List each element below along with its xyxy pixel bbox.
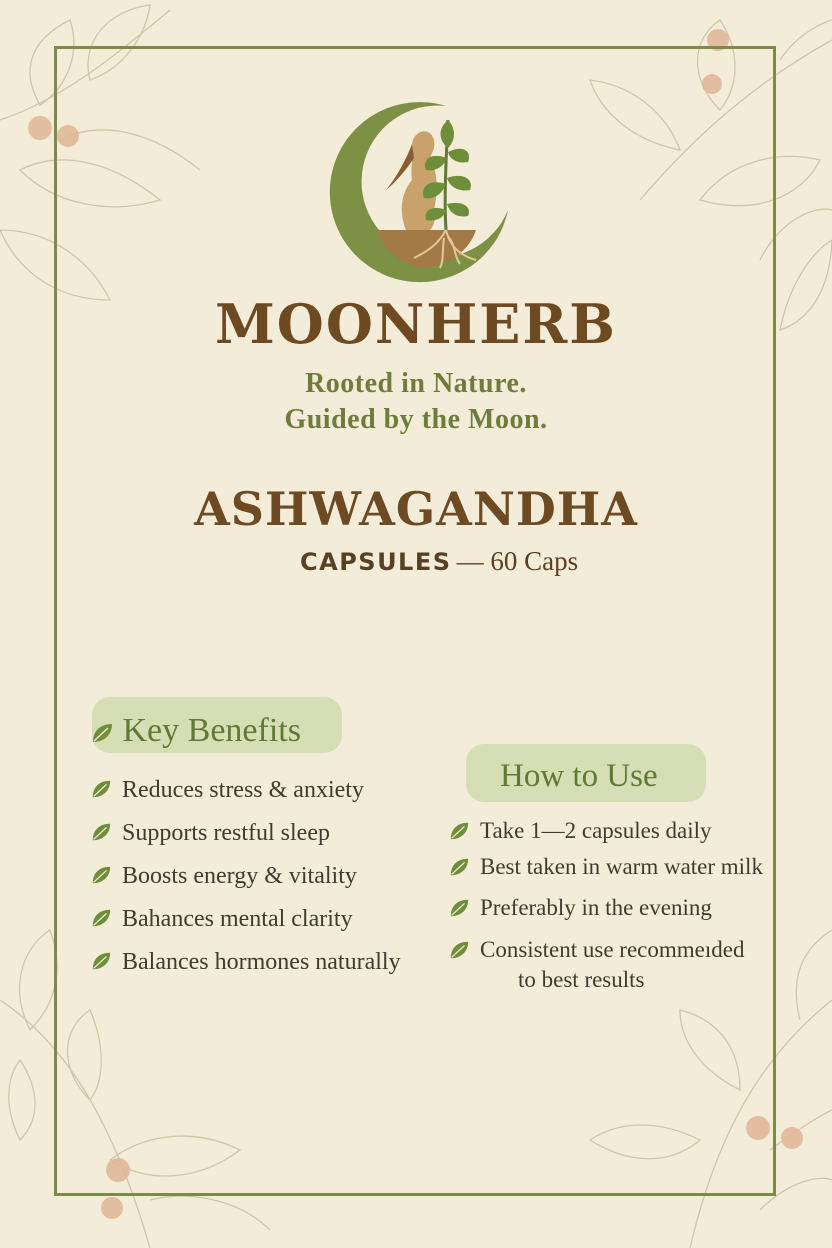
benefits-heading (90, 712, 301, 750)
tagline-line-2: Guided by the Moon. (284, 404, 548, 435)
moon-woman-plant-icon (326, 100, 512, 286)
leaf-icon (90, 821, 112, 843)
tagline-line-1: Rooted in Nature. (305, 368, 527, 399)
benefit-text: Boosts energy & vitality (122, 863, 357, 889)
how-to-use-item (448, 818, 712, 844)
leaf-icon (448, 820, 470, 842)
benefit-text: Reduces stress & anxiety (122, 777, 364, 803)
benefit-item (90, 949, 401, 976)
benefit-item (90, 777, 364, 804)
product-name: ASHWAGANDHA (194, 482, 638, 536)
leaf-icon (90, 864, 112, 886)
how-to-use-text: Preferably in the evening (480, 895, 712, 920)
brand-name: MOONHERB (215, 292, 617, 356)
how-to-use-text: Consistent use recommeıded (480, 937, 745, 962)
leaf-icon (90, 950, 112, 972)
leaf-icon (90, 721, 114, 745)
how-to-use-text: Take 1—2 capsules daily (480, 818, 712, 843)
benefit-text: Supports restful sleep (122, 820, 330, 846)
leaf-icon (448, 939, 470, 961)
benefit-text: Bahances mental clarity (122, 906, 353, 932)
product-count: — 60 Caps (456, 546, 579, 576)
benefits-heading-text: Key Benefits (122, 712, 301, 749)
benefit-text: Balances hormones naturally (122, 949, 401, 975)
how-to-use-item (448, 854, 763, 880)
leaf-icon (448, 856, 470, 878)
benefit-item (90, 906, 353, 933)
leaf-icon (448, 897, 470, 919)
how-to-use-text: Best taken in warm water milk (480, 854, 763, 879)
how-to-use-item (448, 935, 744, 995)
how-to-use-heading: How to Use (500, 758, 658, 794)
product-form: CAPSULES (300, 548, 452, 576)
leaf-icon (90, 907, 112, 929)
how-to-use-item (448, 895, 712, 921)
benefit-item (90, 863, 357, 890)
benefit-item (90, 820, 330, 847)
leaf-icon (90, 778, 112, 800)
how-to-use-text-continued: to best results (518, 967, 645, 992)
product-subtitle (300, 546, 578, 577)
